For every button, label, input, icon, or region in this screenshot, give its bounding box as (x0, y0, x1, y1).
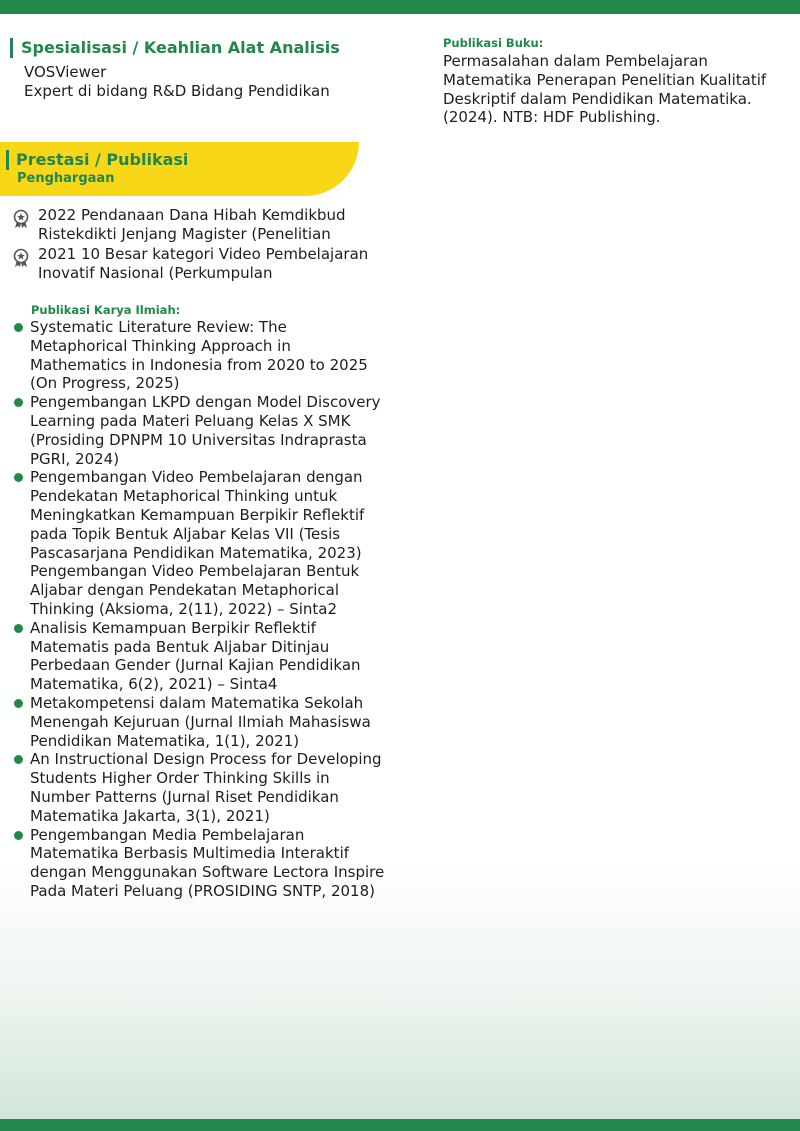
publication-text: Systematic Literature Review: The Metaphorical Thinking Approach in Mathematics in Indonesia from 2020 to 2025 (On Progress, 2025) (30, 318, 368, 393)
bullet-icon (14, 398, 23, 407)
bullet-icon (14, 755, 23, 764)
specialization-title: Spesialisasi / Keahlian Alat Analisis (10, 38, 410, 58)
publication-item (14, 694, 394, 750)
book-publication-label: Publikasi Buku: (443, 36, 544, 50)
book-publication-text: Permasalahan dalam Pembelajaran Matematika Penerapan Penelitian Kualitatif Deskriptif dalam Pendidikan Matematika. (2024). NTB: HDF Publishing. (443, 52, 767, 127)
publication-item (14, 393, 394, 468)
specialization-section (10, 38, 410, 101)
award-text: 2021 10 Besar kategori Video Pembelajaran Inovatif Nasional (Perkumpulan (38, 245, 369, 282)
bullet-icon (14, 699, 23, 708)
award-item (12, 245, 392, 283)
top-accent-bar (0, 0, 800, 14)
publication-item (14, 562, 394, 618)
specialization-item: VOSViewer (24, 63, 107, 81)
bullet-icon (14, 831, 23, 840)
specialization-item: Expert di bidang R&D Bidang Pendidikan (24, 82, 330, 100)
medal-icon (12, 248, 30, 268)
award-text: 2022 Pendanaan Dana Hibah Kemdikbud Ristekdikti Jenjang Magister (Penelitian (38, 206, 346, 243)
publication-item (14, 619, 394, 694)
bullet-icon (14, 624, 23, 633)
bottom-accent-bar (0, 1119, 800, 1131)
achievements-title: Prestasi / Publikasi (6, 150, 188, 170)
bullet-icon (14, 473, 23, 482)
publication-item (14, 468, 394, 562)
publication-item (14, 826, 394, 901)
awards-subtitle: Penghargaan (17, 171, 115, 186)
awards-list (12, 206, 392, 284)
publications-list (14, 318, 394, 901)
publication-text: Metakompetensi dalam Matematika Sekolah Menengah Kejuruan (Jurnal Ilmiah Mahasiswa Pendidikan Matematika, 1(1), 2021) (30, 693, 371, 750)
publications-label: Publikasi Karya Ilmiah: (31, 303, 181, 317)
publication-text: Pengembangan Media Pembelajaran Matematika Berbasis Multimedia Interaktif dengan Menggunakan Software Lectora Inspire Pada Materi Peluang (PROSIDING SNTP, 2018) (30, 825, 385, 900)
book-publication-section (443, 36, 783, 127)
publication-text: Pengembangan Video Pembelajaran dengan Pendekatan Metaphorical Thinking untuk Meningkatkan Kemampuan Berpikir Reflektif pada Topik Bentuk Aljabar Kelas VII (Tesis Pascasarjana Pendidikan Matematika, 2023) (30, 468, 365, 562)
publication-text: Analisis Kemampuan Berpikir Reflektif Matematis pada Bentuk Aljabar Ditinjau Perbedaan Gender (Jurnal Kajian Pendidikan Matematika, 6(2), 2021) – Sinta4 (30, 618, 361, 694)
publication-text: Pengembangan LKPD dengan Model Discovery Learning pada Materi Peluang Kelas X SMK (Prosiding DPNPM 10 Universitas Indraprasta PGRI, 2024) (30, 393, 381, 468)
medal-icon (12, 209, 30, 229)
specialization-list (10, 63, 410, 101)
publication-text: An Instructional Design Process for Developing Students Higher Order Thinking Skills in Number Patterns (Jurnal Riset Pendidikan Matematika Jakarta, 3(1), 2021) (30, 750, 382, 825)
award-item (12, 206, 392, 244)
bullet-icon (14, 323, 23, 332)
bullet-spacer (14, 567, 23, 576)
publication-item (14, 318, 394, 393)
publication-text: Pengembangan Video Pembelajaran Bentuk Aljabar dengan Pendekatan Metaphorical Thinking (Aksioma, 2(11), 2022) – Sinta2 (30, 562, 360, 618)
publication-item (14, 750, 394, 825)
